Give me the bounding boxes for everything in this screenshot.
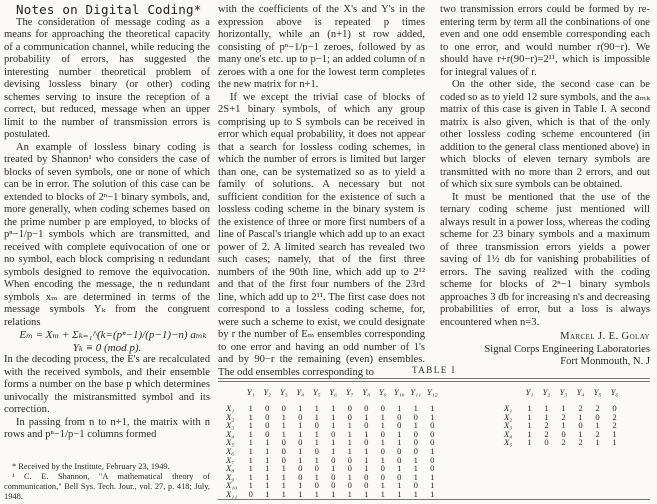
matrix-cell: 0 [331,480,336,491]
matrix-cell: 1 [331,488,336,499]
matrix-cell: 0 [364,420,369,431]
matrix-cell: 1 [265,445,270,456]
matrix-cell: 1 [364,488,369,499]
matrix-cell: 1 [380,454,385,465]
matrix-cell: 1 [527,403,532,413]
matrix-cell: 1 [578,411,583,422]
signature-block [440,331,650,369]
matrix-cell: 1 [413,420,418,431]
matrix-cell: 1 [248,480,253,491]
matrix-cell: 1 [248,420,253,431]
matrix-cell: 1 [612,437,617,448]
ternary-matrix-body [504,399,623,447]
matrix-cell: 0 [265,428,270,439]
matrix-cell: 1 [298,454,303,465]
matrix-cell: 1 [430,445,435,456]
matrix-cell: 0 [380,471,385,482]
matrix-cell: 0 [413,480,418,491]
table-top-rule [218,378,650,379]
matrix-cell: 0 [397,445,402,456]
matrix-cell: 0 [612,403,617,413]
matrix-cell: 1 [314,428,319,439]
matrix-cell: 0 [430,454,435,465]
row-label: X₄ [226,428,235,439]
matrix-cell: 0 [364,471,369,482]
column-3 [440,4,650,369]
matrix-cell: 1 [314,411,319,422]
matrix-cell: 1 [298,480,303,491]
matrix-cell: 1 [248,411,253,422]
matrix-cell: 0 [265,411,270,422]
column-header: Y₄ [576,387,585,398]
paragraph-decoding: In the decoding process, the E's are recalculated with the received symbols, and their ensemble forms a number on the base p which determines univocally the mistransmitted symbol and its correction. [4,354,210,415]
matrix-cell: 2 [612,411,617,422]
matrix-cell: 0 [578,420,583,431]
matrix-cell: 0 [380,445,385,456]
matrix-cell: 1 [364,463,369,474]
matrix-cell: 0 [380,428,385,439]
binary-header-row [226,386,441,399]
matrix-cell: 1 [347,445,352,456]
column-2 [218,4,425,379]
column-header: Y₅ [312,387,321,398]
matrix-cell: 1 [314,437,319,448]
matrix-cell: 0 [314,445,319,456]
row-label: X₆ [226,445,235,456]
matrix-cell: 1 [265,463,270,474]
column-header: Y₈ [362,387,371,398]
matrix-cell: 1 [248,471,253,482]
matrix-cell: 1 [281,471,286,482]
matrix-cell: 0 [430,420,435,431]
matrix-cell: 0 [298,411,303,422]
paragraph-matrix-continuation: with the coefficients of the X's and Y's in the expression above is repeated p times horizontally, while an (n+1) st row added, consisting of pⁿ−1/p−1 zeroes, followed by as many one's etc. up to p−1; an added column of n zeroes with a one for the lowest term completes the new matrix for n+1. [218,4,425,90]
row-label: X₅ [504,437,513,448]
column-header: Y₁₁ [410,387,422,398]
matrix-cell: 1 [397,463,402,474]
matrix-cell: 2 [561,437,566,448]
ternary-matrix-table [504,386,623,447]
matrix-cell: 1 [298,428,303,439]
matrix-cell: 1 [527,428,532,439]
column-header: Y₁₀ [393,387,405,398]
matrix-cell: 0 [298,471,303,482]
matrix-cell: 0 [364,437,369,448]
matrix-cell: 1 [413,454,418,465]
row-label: X₃ [226,420,235,431]
matrix-cell: 1 [314,454,319,465]
column-header: Y₉ [378,387,387,398]
matrix-cell: 1 [265,454,270,465]
row-label: X₁₁ [226,488,238,499]
column-header: Y₆ [329,387,338,398]
matrix-cell: 1 [281,428,286,439]
matrix-cell: 1 [430,488,435,499]
matrix-cell: 1 [527,411,532,422]
matrix-cell: 1 [347,428,352,439]
matrix-cell: 1 [364,428,369,439]
row-label: X₁₀ [226,480,238,491]
matrix-cell: 0 [298,463,303,474]
matrix-cell: 1 [561,420,566,431]
column-header: Y₆ [610,387,619,398]
row-label: X₈ [226,463,235,474]
matrix-cell: 1 [331,445,336,456]
matrix-cell: 0 [265,403,270,413]
paragraph-two-errors: two transmission errors could be formed by re-entering term by term all the conbinations of one even and one odd ensemble corresponding each to one error, and would number r(90−r). We should have r+r(90−r)=2¹¹, which is impossible for integral values of r. [440,4,650,78]
matrix-cell: 1 [331,463,336,474]
matrix-cell: 0 [430,463,435,474]
paragraph-matrix-extension: In passing from n to n+1, the matrix with n rows and pⁿ−1/p−1 columns formed [4,416,210,440]
matrix-cell: 1 [281,480,286,491]
matrix-cell: 1 [265,480,270,491]
binary-matrix-body [226,399,441,499]
matrix-cell: 1 [347,488,352,499]
ternary-header-row [504,386,623,399]
matrix-cell: 1 [380,420,385,431]
matrix-cell: 2 [578,403,583,413]
matrix-cell: 0 [595,411,600,422]
matrix-cell: 1 [248,445,253,456]
column-header: Y₅ [593,387,602,398]
table-bottom-rule [218,499,650,500]
matrix-cell: 0 [364,480,369,491]
matrix-cell: 0 [331,428,336,439]
matrix-cell: 2 [612,420,617,431]
matrix-cell: 0 [380,463,385,474]
column-header: Y₂ [542,387,551,398]
matrix-cell: 1 [397,488,402,499]
row-label: X₅ [226,437,235,448]
matrix-cell: 1 [331,403,336,413]
matrix-cell: 1 [397,428,402,439]
matrix-cell: 0 [561,428,566,439]
matrix-cell: 1 [364,411,369,422]
author-name: Marcel J. E. Golay [560,331,650,342]
row-label: X₇ [226,454,235,465]
matrix-cell: 0 [380,403,385,413]
matrix-cell: 0 [314,420,319,431]
column-header: Y₁ [525,387,534,398]
paragraph-shannon-example: An example of lossless binary coding is treated by Shannon¹ who considers the case of blocks of seven symbols, one or none of which can be in error. The solution of this case can be extended to blocks of 2ⁿ−1 binary symbols, and, more generally, when coding schemes based on the prime number p are employed, to blocks of pⁿ−1/p−1 symbols which are transmitted, and received with complete equivocation of one or no symbol, each block comprising n redundant symbols designed to remove the equivocation. When encoding the message, the n redundant symbols xₘ are determined in terms of the message symbols Yₖ from the congruent relations [4,141,210,328]
column-header: Y₇ [345,387,354,398]
matrix-cell: 0 [331,454,336,465]
matrix-cell: 1 [314,403,319,413]
matrix-cell: 1 [430,411,435,422]
table-row [226,490,441,499]
row-label: X₂ [504,411,513,422]
matrix-cell: 0 [265,420,270,431]
matrix-cell: 0 [364,403,369,413]
row-label: X₁ [504,403,513,413]
author-location: Fort Monmouth, N. J [560,356,650,367]
matrix-cell: 1 [331,420,336,431]
matrix-cell: 1 [281,420,286,431]
matrix-cell: 1 [364,445,369,456]
matrix-cell: 1 [248,403,253,413]
matrix-cell: 1 [561,403,566,413]
matrix-cell: 1 [347,437,352,448]
matrix-cell: 1 [265,471,270,482]
matrix-cell: 1 [331,411,336,422]
matrix-cell: 1 [364,454,369,465]
matrix-cell: 1 [265,437,270,448]
matrix-cell: 1 [331,437,336,448]
table-caption: TABLE I [411,365,457,375]
matrix-cell: 0 [331,471,336,482]
matrix-cell: 1 [527,437,532,448]
matrix-cell: 0 [298,437,303,448]
matrix-cell: 1 [413,403,418,413]
matrix-cell: 1 [595,420,600,431]
paragraph-pascal-search: If we except the trivial case of blocks of 2S+1 binary symbols, of which any group comprising up to S symbols can be received in error which equal probability, it does not appear that a search for lossless coding schemes, in which the number of errors is limited but larger than one, can be systematized so as to yield a family of solutions. A necessary but not sufficient condition for the existence of such a lossless coding scheme in the binary system is the existence of three or more first numbers of a line of Pascal's triangle which add up to an exact power of 2. A limited search has revealed two such cases; namely, that of the first three numbers of the 90th line, which add up to 2¹² and that of the first four numbers of the 23rd line, which add up to 2¹¹. The first case does not correspond to a lossless coding scheme, for, were such a scheme to exist, we could designate by r the number of Eₘ ensembles corresponding to one error and having an odd number of 1's and by 90−r the remaining (even) ensembles. The odd ensembles corresponding to [218,91,425,378]
matrix-cell: 1 [314,471,319,482]
matrix-cell: 2 [544,420,549,431]
matrix-cell: 1 [298,488,303,499]
matrix-cell: 0 [430,428,435,439]
matrix-cell: 0 [281,437,286,448]
table-row [504,438,623,447]
matrix-cell: 2 [578,437,583,448]
congruence-equation: Eₘ = Xₘ + Σₖ₌₁^(k=(pⁿ−1)/(p−1)−n) aₘₖ Yₖ ≡ 0 (mod p). [19,329,207,354]
matrix-cell: 1 [430,471,435,482]
column-header: Y₂ [263,387,272,398]
footnotes [4,462,210,502]
matrix-cell: 1 [265,488,270,499]
row-label: X₂ [226,411,235,422]
matrix-cell: 1 [413,463,418,474]
matrix-cell: 0 [397,420,402,431]
matrix-cell: 2 [595,428,600,439]
column-header: Y₁₂ [426,387,438,398]
column-header: Y₃ [279,387,288,398]
matrix-cell: 0 [397,471,402,482]
matrix-cell: 1 [397,403,402,413]
matrix-cell: 0 [281,454,286,465]
table-top-rule-2 [218,381,650,382]
matrix-cell: 0 [413,437,418,448]
matrix-cell: 1 [248,454,253,465]
matrix-cell: 2 [595,403,600,413]
binary-matrix-table [226,386,441,499]
column-1 [4,4,210,442]
matrix-cell: 1 [380,488,385,499]
paragraph-power-loss: It must be mentioned that the use of the ternary coding scheme just mentioned will always result in a power loss, whereas the coding scheme for 23 binary symbols and a maximum of three transmission errors yields a power saving of 1½ db for vanishing probabilities of errors. The saving realized with the coding scheme for blocks of 2ⁿ−1 binary symbols approaches 3 db for increasing n's and decreasing probabilities of error, but a loss is always encountered when n=3. [440,191,650,328]
matrix-cell: 1 [397,480,402,491]
matrix-cell: 1 [314,488,319,499]
matrix-cell: 0 [430,437,435,448]
matrix-cell: 1 [281,411,286,422]
footnote-shannon-reference: ¹ C. E. Shannon, "A mathematical theory of communication," Bell Sys. Tech. Jour., vol. 27, p. 418; July, 1948. [4,472,210,501]
matrix-cell: 0 [413,445,418,456]
row-label: X₁ [226,403,235,413]
author-affiliation: Signal Corps Engineering Laboratories [484,343,650,355]
matrix-cell: 1 [248,463,253,474]
matrix-cell: 0 [281,403,286,413]
matrix-cell: 0 [397,411,402,422]
matrix-cell: 1 [248,437,253,448]
matrix-cell: 1 [380,411,385,422]
matrix-cell: 0 [347,411,352,422]
matrix-cell: 0 [347,454,352,465]
matrix-cell: 1 [413,488,418,499]
matrix-cell: 0 [347,463,352,474]
matrix-cell: 0 [248,488,253,499]
matrix-cell: 1 [298,445,303,456]
matrix-cell: 1 [347,420,352,431]
matrix-cell: 0 [413,411,418,422]
matrix-cell: 2 [544,428,549,439]
matrix-cell: 0 [281,445,286,456]
article-title: Notes on Digital Coding* [16,2,202,17]
paragraph-second-case: On the other side, the second case can be coded so as to yield 12 sure symbols, and the aₘₖ matrix of this case is given in Table I. A second matrix is also given, which is that of the only other lossless coding scheme encountered (in addition to the general class mentioned above) in which blocks of eleven ternary symbols are transmitted with no more than 2 errors, and out of which six sure symbols can be obtained. [440,79,650,190]
matrix-cell: 0 [544,437,549,448]
matrix-cell: 1 [430,480,435,491]
matrix-cell: 1 [281,463,286,474]
footnote-received: * Received by the Institute, February 23, 1949. [12,462,170,471]
matrix-cell: 1 [380,437,385,448]
column-header: Y₁ [246,387,255,398]
matrix-cell: 0 [347,480,352,491]
paragraph-intro: The consideration of message coding as a means for approaching the theoretical capacity of a communication channel, while reducing the probability of errors, has suggested the interesting number theoretical problem of devising lossless binary (or other) coding schemes serving to insure the reception of a correct, but reduced, message when an upper limit to the number of transmission errors is postulated. [4,16,210,140]
matrix-cell: 1 [298,420,303,431]
matrix-cell: 1 [380,480,385,491]
row-label: X₉ [226,471,235,482]
matrix-cell: 1 [347,471,352,482]
matrix-cell: 2 [561,411,566,422]
matrix-cell: 1 [544,411,549,422]
row-label: X₄ [504,428,513,439]
matrix-cell: 1 [595,437,600,448]
matrix-cell: 1 [612,428,617,439]
matrix-cell: 1 [248,428,253,439]
matrix-cell: 1 [430,403,435,413]
matrix-cell: 1 [544,403,549,413]
matrix-cell: 0 [314,463,319,474]
matrix-cell: 0 [413,428,418,439]
matrix-cell: 1 [578,428,583,439]
matrix-cell: 1 [298,403,303,413]
matrix-cell: 1 [413,471,418,482]
matrix-cell: 0 [314,480,319,491]
matrix-cell: 0 [347,403,352,413]
matrix-cell: 1 [527,420,532,431]
matrix-cell: 1 [397,437,402,448]
matrix-cell: 0 [397,454,402,465]
column-header: Y₃ [559,387,568,398]
matrix-cell: 1 [281,488,286,499]
row-label: X₃ [504,420,513,431]
column-header: Y₄ [296,387,305,398]
